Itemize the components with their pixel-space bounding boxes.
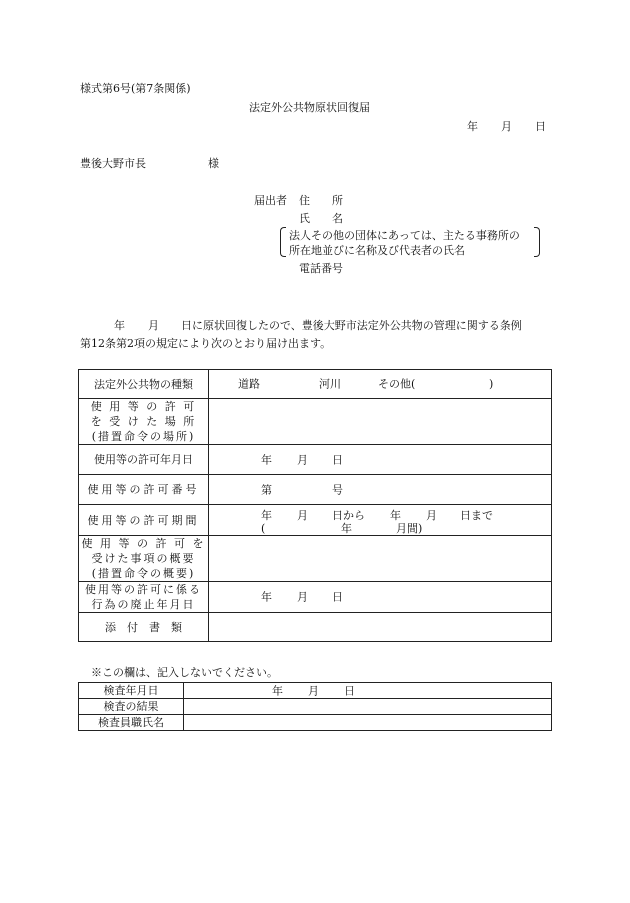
inspection-month: 月: [308, 684, 319, 697]
address-label: 住 所: [299, 194, 343, 207]
inspector-label: [79, 715, 184, 731]
form-title: 法定外公共物原状回復届: [249, 101, 370, 114]
type-river: 河川: [319, 377, 341, 391]
type-label: [79, 370, 209, 399]
permit-no-value: [209, 475, 552, 505]
inspection-result-value: [184, 699, 552, 715]
period-to-day: 日まで: [460, 509, 493, 522]
outline-label-line2: 受けた事項の概要: [91, 552, 196, 565]
period-value: [209, 505, 552, 536]
notifier-label: 届出者: [254, 194, 287, 207]
form-number: 様式第6号(第7条関係): [80, 82, 191, 95]
place-label-line3: (措置命令の場所): [91, 430, 196, 443]
name-label: 氏 名: [299, 212, 343, 225]
period-from-day: 日から: [332, 509, 365, 522]
type-value: [209, 370, 552, 399]
bracket-right: [534, 227, 540, 257]
permit-no-label: [79, 475, 209, 505]
period-label: [79, 505, 209, 536]
date-month: 月: [501, 120, 512, 133]
permit-date-year: 年: [261, 453, 272, 466]
inspection-result-label-text: 検査の結果: [103, 700, 159, 713]
place-value: [209, 399, 552, 445]
type-other: その他(: [378, 377, 416, 391]
corporation-note-line1: 法人その他の団体にあっては、主たる事務所の: [289, 229, 520, 242]
permit-date-day: 日: [332, 453, 343, 466]
body-year: 年: [114, 319, 125, 332]
row-inspection-result: [79, 699, 552, 715]
addressee-honorific: 様: [208, 157, 219, 170]
notification-table: [78, 369, 552, 642]
inspector-value: [184, 715, 552, 731]
period-from-year: 年: [261, 509, 272, 522]
phone-label: 電話番号: [299, 262, 343, 275]
row-inspection-date: [79, 683, 552, 699]
permit-date-month: 月: [297, 453, 308, 466]
abolish-label-line2: 行為の廃止年月日: [91, 598, 196, 611]
addressee-mayor: 豊後大野市長: [80, 157, 146, 170]
period-duration-months: 月間): [396, 522, 423, 535]
inspection-table: [78, 682, 552, 731]
abolish-year: 年: [261, 590, 272, 604]
attachments-label-text: 添 付 書 類: [105, 620, 182, 634]
place-label-line1: 使 用 等 の 許 可: [90, 400, 197, 413]
outline-label-line3: (措置命令の概要): [91, 567, 196, 580]
outline-label: [79, 536, 209, 582]
permit-date-label: [79, 445, 209, 475]
period-duration-open: (: [261, 522, 266, 535]
permit-no-label-text: 使用等の許可番号: [87, 483, 200, 496]
row-attachments: [79, 613, 552, 642]
type-other-close: ): [489, 377, 494, 391]
abolish-day: 日: [332, 590, 343, 604]
place-label-line2: を 受 け た 場 所: [90, 415, 197, 428]
inspection-date-label: [79, 683, 184, 699]
attachments-value: [209, 613, 552, 642]
row-inspector: [79, 715, 552, 731]
abolish-month: 月: [297, 590, 308, 604]
type-road: 道路: [238, 377, 260, 391]
inspection-date-label-text: 検査年月日: [103, 684, 159, 697]
period-duration-year: 年: [341, 522, 352, 535]
permit-no-suffix: 号: [332, 483, 343, 496]
body-line1-rest: 日に原状回復したので、豊後大野市法定外公共物の管理に関する条例: [181, 319, 522, 332]
row-period: [79, 505, 552, 536]
place-label: [79, 399, 209, 445]
abolish-value: [209, 582, 552, 613]
body-month: 月: [148, 319, 159, 332]
outline-label-line1: 使 用 等 の 許 可 を: [81, 537, 206, 550]
row-abolish: [79, 582, 552, 613]
bracket-left: [280, 227, 286, 257]
date-year: 年: [467, 120, 478, 133]
row-place: [79, 399, 552, 445]
outline-value: [209, 536, 552, 582]
corporation-note: [280, 227, 540, 257]
row-outline: [79, 536, 552, 582]
period-to-year: 年: [390, 509, 401, 522]
abolish-label-line1: 使用等の許可に係る: [85, 583, 202, 596]
abolish-label: [79, 582, 209, 613]
period-to-month: 月: [426, 509, 437, 522]
check-note: ※この欄は、記入しないでください。: [91, 666, 278, 679]
inspection-day: 日: [344, 684, 355, 697]
body-line2: 第12条第2項の規定により次のとおり届け出ます。: [80, 337, 332, 350]
permit-no-prefix: 第: [261, 483, 272, 496]
attachments-label: [79, 613, 209, 642]
inspection-year: 年: [272, 684, 283, 697]
row-permit-date: [79, 445, 552, 475]
type-label-text: 法定外公共物の種類: [94, 377, 193, 391]
row-permit-no: [79, 475, 552, 505]
inspector-label-text: 検査員職氏名: [98, 716, 164, 729]
inspection-date-value: [184, 683, 552, 699]
permit-date-label-text: 使用等の許可年月日: [94, 453, 193, 466]
period-label-text: 使用等の許可期間: [87, 513, 200, 527]
period-from-month: 月: [297, 509, 308, 522]
row-type: [79, 370, 552, 399]
date-day: 日: [535, 120, 546, 133]
permit-date-value: [209, 445, 552, 475]
corporation-note-line2: 所在地並びに名称及び代表者の氏名: [289, 244, 465, 257]
inspection-result-label: [79, 699, 184, 715]
